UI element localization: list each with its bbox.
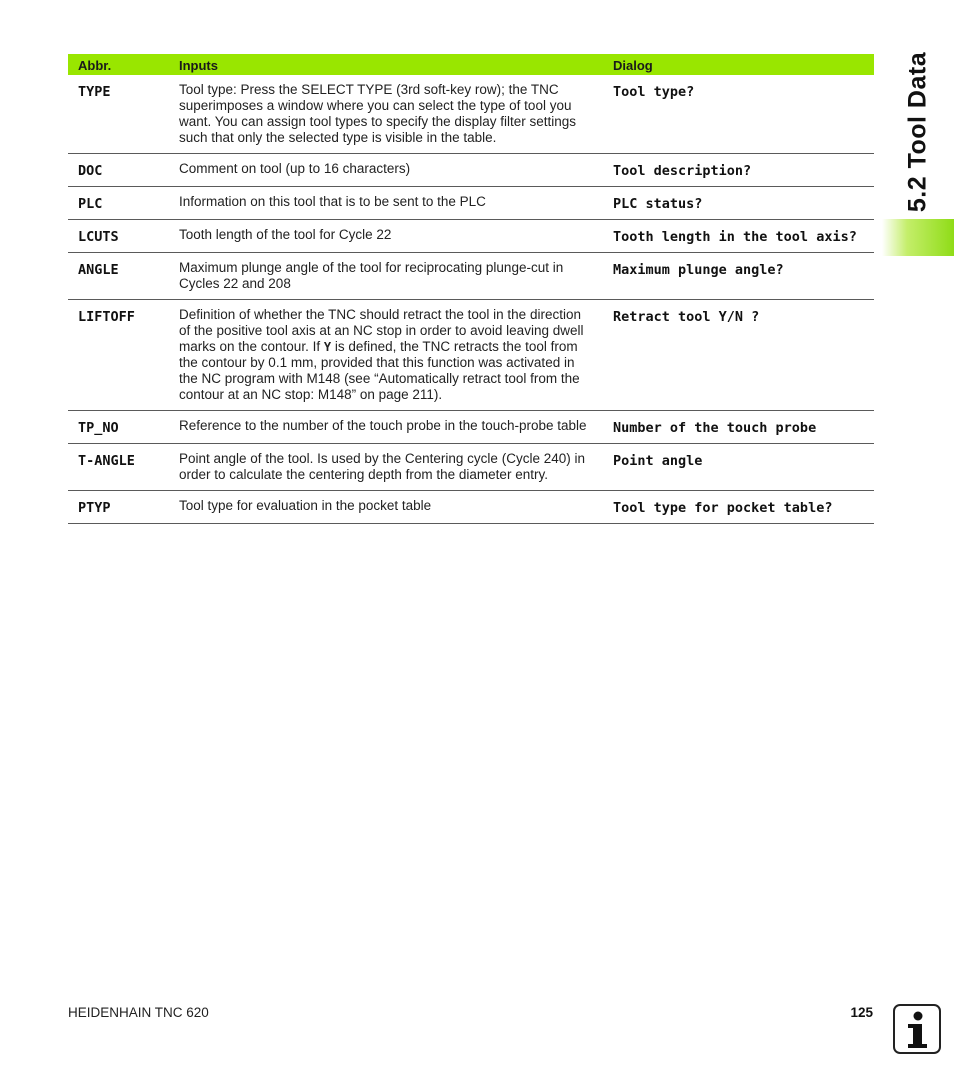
dialog-cell: Maximum plunge angle? bbox=[603, 253, 874, 300]
abbr-cell: PLC bbox=[68, 187, 169, 220]
abbr-cell: TP_NO bbox=[68, 411, 169, 444]
tool-data-table bbox=[68, 54, 874, 524]
table-row bbox=[68, 491, 874, 524]
table-row bbox=[68, 154, 874, 187]
input-cell: Maximum plunge angle of the tool for reciprocating plunge-cut in Cycles 22 and 208 bbox=[169, 253, 603, 300]
page-number: 125 bbox=[850, 1005, 873, 1020]
header-dialog: Dialog bbox=[603, 54, 874, 75]
info-icon bbox=[893, 1004, 941, 1054]
input-text-part: is defined, the TNC retracts the tool from the contour by 0.1 mm, provided that this function was activated in the NC program with M148 (see “Automatically retract tool from the contour at an NC stop: M148” on page 211). bbox=[179, 339, 580, 402]
table-header-row bbox=[68, 54, 874, 75]
abbr-cell: TYPE bbox=[68, 75, 169, 154]
input-cell: Tool type: Press the SELECT TYPE (3rd soft-key row); the TNC superimposes a window where you can select the type of tool you want. You can assign tool types to specify the display filter settings such that only the selected type is visible in the table. bbox=[169, 75, 603, 154]
input-cell: Reference to the number of the touch probe in the touch-probe table bbox=[169, 411, 603, 444]
abbr-cell: LCUTS bbox=[68, 220, 169, 253]
dialog-cell: Retract tool Y/N ? bbox=[603, 300, 874, 411]
table-row bbox=[68, 187, 874, 220]
input-cell: Tooth length of the tool for Cycle 22 bbox=[169, 220, 603, 253]
table-row bbox=[68, 411, 874, 444]
table-row bbox=[68, 444, 874, 491]
footer-product-name: HEIDENHAIN TNC 620 bbox=[68, 1005, 209, 1020]
dialog-cell: Tool description? bbox=[603, 154, 874, 187]
input-cell: Point angle of the tool. Is used by the Centering cycle (Cycle 240) in order to calculate the centering depth from the diameter entry. bbox=[169, 444, 603, 491]
dialog-cell: Tool type? bbox=[603, 75, 874, 154]
table-row bbox=[68, 300, 874, 411]
inline-code: Y bbox=[323, 340, 332, 354]
abbr-cell: ANGLE bbox=[68, 253, 169, 300]
input-cell bbox=[169, 300, 603, 411]
header-inputs: Inputs bbox=[169, 54, 603, 75]
dialog-cell: Number of the touch probe bbox=[603, 411, 874, 444]
abbr-cell: PTYP bbox=[68, 491, 169, 524]
input-cell: Comment on tool (up to 16 characters) bbox=[169, 154, 603, 187]
table-row bbox=[68, 75, 874, 154]
dialog-cell: PLC status? bbox=[603, 187, 874, 220]
abbr-cell: LIFTOFF bbox=[68, 300, 169, 411]
dialog-cell: Tooth length in the tool axis? bbox=[603, 220, 874, 253]
chapter-tab-marker bbox=[882, 219, 954, 256]
input-text-part: Definition of whether the TNC should retract the tool in the direction of the positive tool axis at an NC stop in order to avoid leaving dwell marks on the contour. If bbox=[179, 307, 584, 354]
input-cell: Tool type for evaluation in the pocket table bbox=[169, 491, 603, 524]
dialog-cell: Point angle bbox=[603, 444, 874, 491]
abbr-cell: T-ANGLE bbox=[68, 444, 169, 491]
table-row bbox=[68, 253, 874, 300]
input-cell: Information on this tool that is to be sent to the PLC bbox=[169, 187, 603, 220]
table-row bbox=[68, 220, 874, 253]
dialog-cell: Tool type for pocket table? bbox=[603, 491, 874, 524]
chapter-title-text: 5.2 Tool Data bbox=[903, 51, 932, 213]
header-abbr: Abbr. bbox=[68, 54, 169, 75]
abbr-cell: DOC bbox=[68, 154, 169, 187]
chapter-title-vertical bbox=[882, 46, 954, 218]
